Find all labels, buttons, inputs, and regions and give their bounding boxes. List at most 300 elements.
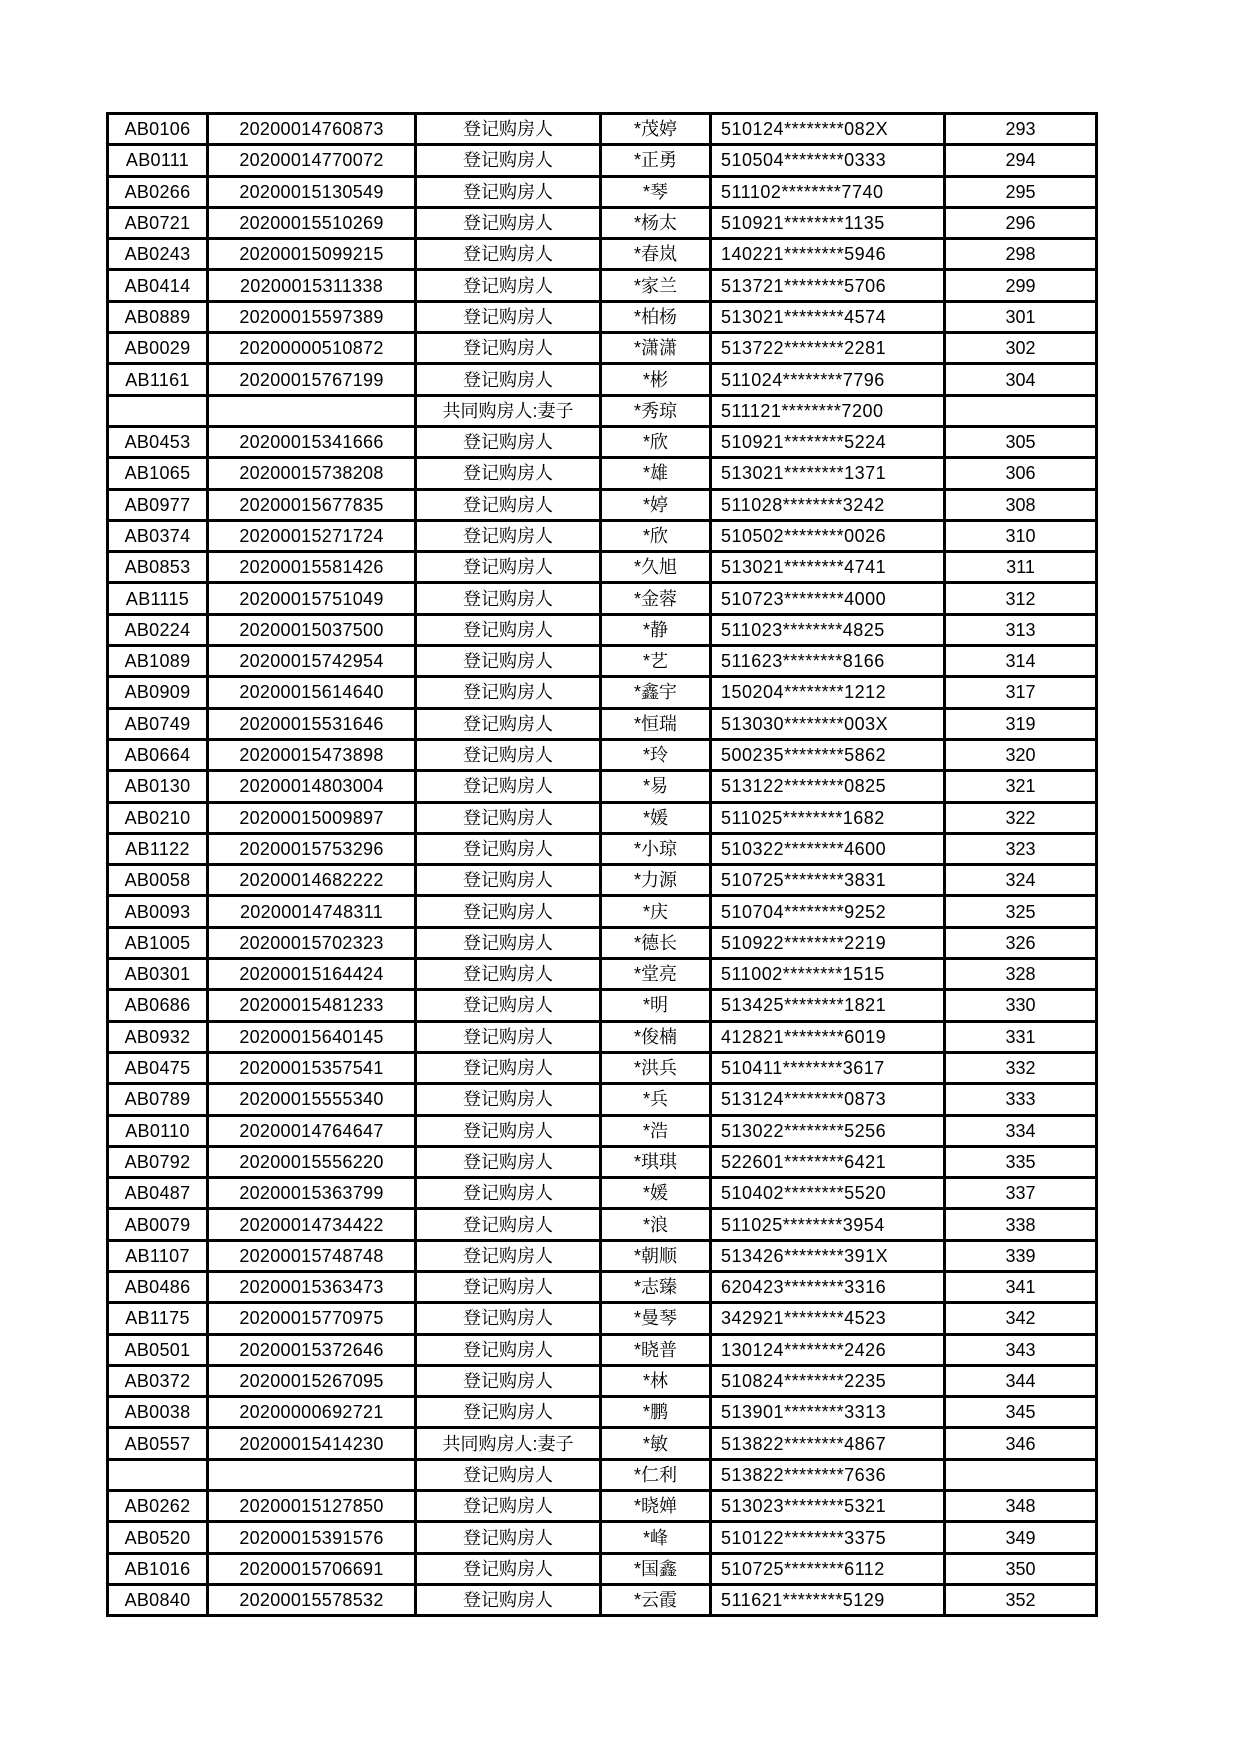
cell-role: 登记购房人 bbox=[416, 1021, 601, 1052]
cell-id-number: 510725********3831 bbox=[711, 865, 945, 896]
cell-id-number: 513022********5256 bbox=[711, 1115, 945, 1146]
cell-role: 共同购房人:妻子 bbox=[416, 395, 601, 426]
cell-seq: 350 bbox=[945, 1553, 1097, 1584]
cell-seq: 345 bbox=[945, 1397, 1097, 1428]
cell-role: 登记购房人 bbox=[416, 927, 601, 958]
cell-code: AB0520 bbox=[108, 1522, 208, 1553]
cell-seq: 352 bbox=[945, 1584, 1097, 1615]
cell-name: *敏 bbox=[601, 1428, 711, 1459]
cell-id-number: 511025********3954 bbox=[711, 1209, 945, 1240]
cell-id-number: 510402********5520 bbox=[711, 1178, 945, 1209]
cell-seq: 321 bbox=[945, 771, 1097, 802]
table-row bbox=[108, 959, 1097, 990]
cell-role: 登记购房人 bbox=[416, 833, 601, 864]
table-row bbox=[108, 1146, 1097, 1177]
cell-reg-no: 20200015099215 bbox=[208, 239, 416, 270]
cell-seq: 296 bbox=[945, 207, 1097, 238]
cell-name: *玲 bbox=[601, 739, 711, 770]
cell-name: *云霞 bbox=[601, 1584, 711, 1615]
cell-id-number: 510124********082X bbox=[711, 114, 945, 145]
cell-name: *婷 bbox=[601, 489, 711, 520]
cell-reg-no: 20200015770975 bbox=[208, 1303, 416, 1334]
cell-seq: 312 bbox=[945, 583, 1097, 614]
cell-code: AB0029 bbox=[108, 333, 208, 364]
cell-seq: 348 bbox=[945, 1491, 1097, 1522]
table-row bbox=[108, 1052, 1097, 1083]
table-row bbox=[108, 395, 1097, 426]
cell-id-number: 511002********1515 bbox=[711, 959, 945, 990]
cell-role: 登记购房人 bbox=[416, 1303, 601, 1334]
table-row bbox=[108, 520, 1097, 551]
cell-code: AB0840 bbox=[108, 1584, 208, 1615]
cell-name: *林 bbox=[601, 1365, 711, 1396]
cell-code: AB0977 bbox=[108, 489, 208, 520]
cell-code: AB0889 bbox=[108, 301, 208, 332]
cell-id-number: 511102********7740 bbox=[711, 176, 945, 207]
cell-code: AB0557 bbox=[108, 1428, 208, 1459]
table-row bbox=[108, 1584, 1097, 1615]
table-row bbox=[108, 1084, 1097, 1115]
cell-name: *彬 bbox=[601, 364, 711, 395]
cell-reg-no: 20200014682222 bbox=[208, 865, 416, 896]
cell-code: AB0266 bbox=[108, 176, 208, 207]
cell-role: 登记购房人 bbox=[416, 458, 601, 489]
cell-code: AB0792 bbox=[108, 1146, 208, 1177]
cell-id-number: 510502********0026 bbox=[711, 520, 945, 551]
table-row bbox=[108, 114, 1097, 145]
cell-reg-no: 20200000692721 bbox=[208, 1397, 416, 1428]
cell-seq: 306 bbox=[945, 458, 1097, 489]
cell-reg-no: 20200015481233 bbox=[208, 990, 416, 1021]
table-row bbox=[108, 927, 1097, 958]
cell-code: AB0130 bbox=[108, 771, 208, 802]
cell-code: AB1175 bbox=[108, 1303, 208, 1334]
cell-name: *堂亮 bbox=[601, 959, 711, 990]
cell-seq: 301 bbox=[945, 301, 1097, 332]
cell-role: 登记购房人 bbox=[416, 301, 601, 332]
cell-role: 登记购房人 bbox=[416, 896, 601, 927]
cell-id-number: 513722********2281 bbox=[711, 333, 945, 364]
cell-code: AB0374 bbox=[108, 520, 208, 551]
cell-name: *仁利 bbox=[601, 1459, 711, 1490]
cell-role: 登记购房人 bbox=[416, 1240, 601, 1271]
cell-id-number: 510504********0333 bbox=[711, 145, 945, 176]
cell-name: *媛 bbox=[601, 802, 711, 833]
cell-reg-no: 20200015363799 bbox=[208, 1178, 416, 1209]
cell-role: 登记购房人 bbox=[416, 1459, 601, 1490]
cell-id-number: 513021********4574 bbox=[711, 301, 945, 332]
cell-role: 登记购房人 bbox=[416, 364, 601, 395]
cell-id-number: 513425********1821 bbox=[711, 990, 945, 1021]
cell-name: *媛 bbox=[601, 1178, 711, 1209]
cell-reg-no: 20200015267095 bbox=[208, 1365, 416, 1396]
table-row bbox=[108, 802, 1097, 833]
table-row bbox=[108, 426, 1097, 457]
cell-name: *静 bbox=[601, 614, 711, 645]
table-row bbox=[108, 301, 1097, 332]
cell-name: *小琼 bbox=[601, 833, 711, 864]
table-row bbox=[108, 614, 1097, 645]
cell-seq: 328 bbox=[945, 959, 1097, 990]
cell-reg-no bbox=[208, 395, 416, 426]
cell-reg-no: 20200015702323 bbox=[208, 927, 416, 958]
cell-role: 登记购房人 bbox=[416, 489, 601, 520]
table-row bbox=[108, 489, 1097, 520]
cell-name: *晓普 bbox=[601, 1334, 711, 1365]
table-row bbox=[108, 1365, 1097, 1396]
cell-role: 登记购房人 bbox=[416, 520, 601, 551]
cell-name: *欣 bbox=[601, 520, 711, 551]
cell-seq: 342 bbox=[945, 1303, 1097, 1334]
cell-reg-no: 20200015510269 bbox=[208, 207, 416, 238]
cell-code: AB1122 bbox=[108, 833, 208, 864]
table-row bbox=[108, 1178, 1097, 1209]
cell-id-number: 511028********3242 bbox=[711, 489, 945, 520]
cell-seq: 310 bbox=[945, 520, 1097, 551]
cell-code: AB0243 bbox=[108, 239, 208, 270]
cell-name: *力源 bbox=[601, 865, 711, 896]
cell-reg-no: 20200015555340 bbox=[208, 1084, 416, 1115]
cell-id-number: 513124********0873 bbox=[711, 1084, 945, 1115]
table-row bbox=[108, 552, 1097, 583]
table-row bbox=[108, 833, 1097, 864]
cell-role: 登记购房人 bbox=[416, 333, 601, 364]
cell-reg-no: 20200015556220 bbox=[208, 1146, 416, 1177]
cell-reg-no: 20200015271724 bbox=[208, 520, 416, 551]
table-row bbox=[108, 1021, 1097, 1052]
table-row bbox=[108, 1334, 1097, 1365]
cell-name: *琴 bbox=[601, 176, 711, 207]
cell-id-number: 513822********7636 bbox=[711, 1459, 945, 1490]
cell-id-number: 513426********391X bbox=[711, 1240, 945, 1271]
cell-code: AB0909 bbox=[108, 677, 208, 708]
cell-code: AB0038 bbox=[108, 1397, 208, 1428]
table-row bbox=[108, 1553, 1097, 1584]
cell-id-number: 342921********4523 bbox=[711, 1303, 945, 1334]
cell-id-number: 510723********4000 bbox=[711, 583, 945, 614]
cell-name: *明 bbox=[601, 990, 711, 1021]
cell-reg-no: 20200015738208 bbox=[208, 458, 416, 489]
cell-code: AB0111 bbox=[108, 145, 208, 176]
cell-seq: 344 bbox=[945, 1365, 1097, 1396]
table-row bbox=[108, 865, 1097, 896]
cell-seq: 346 bbox=[945, 1428, 1097, 1459]
cell-code: AB0414 bbox=[108, 270, 208, 301]
cell-role: 登记购房人 bbox=[416, 1334, 601, 1365]
cell-seq: 308 bbox=[945, 489, 1097, 520]
cell-seq: 332 bbox=[945, 1052, 1097, 1083]
cell-seq: 320 bbox=[945, 739, 1097, 770]
cell-id-number: 511621********5129 bbox=[711, 1584, 945, 1615]
cell-id-number: 522601********6421 bbox=[711, 1146, 945, 1177]
cell-name: *德长 bbox=[601, 927, 711, 958]
cell-name: *久旭 bbox=[601, 552, 711, 583]
cell-seq: 293 bbox=[945, 114, 1097, 145]
cell-code: AB0501 bbox=[108, 1334, 208, 1365]
cell-reg-no: 20200015037500 bbox=[208, 614, 416, 645]
cell-role: 登记购房人 bbox=[416, 1209, 601, 1240]
table-row bbox=[108, 364, 1097, 395]
cell-name: *洪兵 bbox=[601, 1052, 711, 1083]
cell-id-number: 510122********3375 bbox=[711, 1522, 945, 1553]
cell-seq: 311 bbox=[945, 552, 1097, 583]
cell-reg-no: 20200015640145 bbox=[208, 1021, 416, 1052]
table-row bbox=[108, 1397, 1097, 1428]
cell-role: 登记购房人 bbox=[416, 1052, 601, 1083]
cell-name: *朝顺 bbox=[601, 1240, 711, 1271]
cell-reg-no: 20200015531646 bbox=[208, 708, 416, 739]
cell-id-number: 513901********3313 bbox=[711, 1397, 945, 1428]
cell-role: 登记购房人 bbox=[416, 552, 601, 583]
cell-name: *欣 bbox=[601, 426, 711, 457]
table-row bbox=[108, 270, 1097, 301]
cell-seq: 337 bbox=[945, 1178, 1097, 1209]
table-row bbox=[108, 1209, 1097, 1240]
cell-role: 登记购房人 bbox=[416, 1084, 601, 1115]
cell-code: AB0301 bbox=[108, 959, 208, 990]
cell-reg-no: 20200015391576 bbox=[208, 1522, 416, 1553]
cell-code: AB1016 bbox=[108, 1553, 208, 1584]
cell-id-number: 510322********4600 bbox=[711, 833, 945, 864]
cell-role: 登记购房人 bbox=[416, 990, 601, 1021]
cell-seq: 298 bbox=[945, 239, 1097, 270]
cell-role: 登记购房人 bbox=[416, 1365, 601, 1396]
cell-name: *雄 bbox=[601, 458, 711, 489]
table-row bbox=[108, 739, 1097, 770]
cell-code: AB0372 bbox=[108, 1365, 208, 1396]
table-row bbox=[108, 1428, 1097, 1459]
cell-role: 登记购房人 bbox=[416, 614, 601, 645]
cell-name: *浩 bbox=[601, 1115, 711, 1146]
table-row bbox=[108, 458, 1097, 489]
cell-id-number: 510824********2235 bbox=[711, 1365, 945, 1396]
cell-name: *曼琴 bbox=[601, 1303, 711, 1334]
cell-id-number: 412821********6019 bbox=[711, 1021, 945, 1052]
cell-id-number: 513030********003X bbox=[711, 708, 945, 739]
cell-reg-no: 20200015753296 bbox=[208, 833, 416, 864]
cell-name: *春岚 bbox=[601, 239, 711, 270]
cell-id-number: 511023********4825 bbox=[711, 614, 945, 645]
table-row bbox=[108, 708, 1097, 739]
table-row bbox=[108, 1303, 1097, 1334]
cell-reg-no: 20200015742954 bbox=[208, 646, 416, 677]
cell-role: 登记购房人 bbox=[416, 176, 601, 207]
cell-role: 登记购房人 bbox=[416, 1522, 601, 1553]
cell-seq: 304 bbox=[945, 364, 1097, 395]
cell-role: 共同购房人:妻子 bbox=[416, 1428, 601, 1459]
cell-name: *峰 bbox=[601, 1522, 711, 1553]
cell-seq: 331 bbox=[945, 1021, 1097, 1052]
table-row bbox=[108, 239, 1097, 270]
cell-role: 登记购房人 bbox=[416, 1178, 601, 1209]
cell-reg-no: 20200015127850 bbox=[208, 1491, 416, 1522]
cell-seq: 323 bbox=[945, 833, 1097, 864]
cell-id-number: 511025********1682 bbox=[711, 802, 945, 833]
table-row bbox=[108, 583, 1097, 614]
cell-seq: 299 bbox=[945, 270, 1097, 301]
cell-id-number: 513021********4741 bbox=[711, 552, 945, 583]
cell-name: *艺 bbox=[601, 646, 711, 677]
cell-code: AB0453 bbox=[108, 426, 208, 457]
cell-reg-no: 20200014760873 bbox=[208, 114, 416, 145]
cell-code: AB0853 bbox=[108, 552, 208, 583]
cell-role: 登记购房人 bbox=[416, 1271, 601, 1302]
cell-reg-no: 20200015473898 bbox=[208, 739, 416, 770]
cell-id-number: 130124********2426 bbox=[711, 1334, 945, 1365]
cell-role: 登记购房人 bbox=[416, 239, 601, 270]
cell-code: AB0093 bbox=[108, 896, 208, 927]
cell-code: AB1005 bbox=[108, 927, 208, 958]
table-row bbox=[108, 1459, 1097, 1490]
cell-code: AB1089 bbox=[108, 646, 208, 677]
cell-code: AB0110 bbox=[108, 1115, 208, 1146]
cell-seq: 322 bbox=[945, 802, 1097, 833]
cell-id-number: 511024********7796 bbox=[711, 364, 945, 395]
cell-name: *家兰 bbox=[601, 270, 711, 301]
cell-name: *鹏 bbox=[601, 1397, 711, 1428]
cell-id-number: 511623********8166 bbox=[711, 646, 945, 677]
cell-id-number: 150204********1212 bbox=[711, 677, 945, 708]
cell-seq: 338 bbox=[945, 1209, 1097, 1240]
cell-reg-no: 20200015597389 bbox=[208, 301, 416, 332]
cell-id-number: 511121********7200 bbox=[711, 395, 945, 426]
cell-seq: 314 bbox=[945, 646, 1097, 677]
cell-role: 登记购房人 bbox=[416, 145, 601, 176]
cell-role: 登记购房人 bbox=[416, 114, 601, 145]
cell-reg-no: 20200015748748 bbox=[208, 1240, 416, 1271]
cell-reg-no: 20200015751049 bbox=[208, 583, 416, 614]
cell-name: *国鑫 bbox=[601, 1553, 711, 1584]
cell-role: 登记购房人 bbox=[416, 771, 601, 802]
cell-role: 登记购房人 bbox=[416, 865, 601, 896]
cell-seq: 325 bbox=[945, 896, 1097, 927]
cell-reg-no: 20200014770072 bbox=[208, 145, 416, 176]
cell-role: 登记购房人 bbox=[416, 583, 601, 614]
cell-id-number: 513021********1371 bbox=[711, 458, 945, 489]
cell-code: AB0664 bbox=[108, 739, 208, 770]
cell-role: 登记购房人 bbox=[416, 708, 601, 739]
cell-reg-no: 20200015767199 bbox=[208, 364, 416, 395]
cell-reg-no: 20200014734422 bbox=[208, 1209, 416, 1240]
cell-reg-no: 20200015677835 bbox=[208, 489, 416, 520]
table-row bbox=[108, 677, 1097, 708]
cell-code: AB1161 bbox=[108, 364, 208, 395]
cell-reg-no: 20200000510872 bbox=[208, 333, 416, 364]
cell-role: 登记购房人 bbox=[416, 739, 601, 770]
cell-seq: 343 bbox=[945, 1334, 1097, 1365]
cell-name: *易 bbox=[601, 771, 711, 802]
cell-name: *志臻 bbox=[601, 1271, 711, 1302]
cell-seq: 339 bbox=[945, 1240, 1097, 1271]
cell-role: 登记购房人 bbox=[416, 646, 601, 677]
cell-reg-no: 20200015164424 bbox=[208, 959, 416, 990]
table-row bbox=[108, 1271, 1097, 1302]
cell-reg-no: 20200015363473 bbox=[208, 1271, 416, 1302]
cell-seq: 295 bbox=[945, 176, 1097, 207]
cell-seq bbox=[945, 1459, 1097, 1490]
cell-seq: 349 bbox=[945, 1522, 1097, 1553]
cell-role: 登记购房人 bbox=[416, 1584, 601, 1615]
cell-reg-no: 20200014748311 bbox=[208, 896, 416, 927]
cell-name: *晓婵 bbox=[601, 1491, 711, 1522]
table-row bbox=[108, 896, 1097, 927]
cell-code bbox=[108, 1459, 208, 1490]
cell-name: *金蓉 bbox=[601, 583, 711, 614]
cell-id-number: 513023********5321 bbox=[711, 1491, 945, 1522]
buyers-table bbox=[106, 112, 1098, 1617]
cell-code bbox=[108, 395, 208, 426]
cell-code: AB1107 bbox=[108, 1240, 208, 1271]
cell-reg-no: 20200014764647 bbox=[208, 1115, 416, 1146]
cell-code: AB0749 bbox=[108, 708, 208, 739]
cell-code: AB0721 bbox=[108, 207, 208, 238]
cell-seq: 341 bbox=[945, 1271, 1097, 1302]
cell-code: AB0475 bbox=[108, 1052, 208, 1083]
table-row bbox=[108, 145, 1097, 176]
cell-code: AB0487 bbox=[108, 1178, 208, 1209]
cell-reg-no: 20200015414230 bbox=[208, 1428, 416, 1459]
cell-seq: 333 bbox=[945, 1084, 1097, 1115]
cell-role: 登记购房人 bbox=[416, 677, 601, 708]
cell-seq: 326 bbox=[945, 927, 1097, 958]
cell-code: AB1115 bbox=[108, 583, 208, 614]
cell-id-number: 620423********3316 bbox=[711, 1271, 945, 1302]
cell-name: *潇潇 bbox=[601, 333, 711, 364]
cell-id-number: 510725********6112 bbox=[711, 1553, 945, 1584]
table-row bbox=[108, 333, 1097, 364]
table-row bbox=[108, 646, 1097, 677]
cell-reg-no: 20200015357541 bbox=[208, 1052, 416, 1083]
cell-code: AB0079 bbox=[108, 1209, 208, 1240]
cell-role: 登记购房人 bbox=[416, 1397, 601, 1428]
cell-name: *鑫宇 bbox=[601, 677, 711, 708]
cell-name: *庆 bbox=[601, 896, 711, 927]
cell-reg-no: 20200015578532 bbox=[208, 1584, 416, 1615]
cell-id-number: 510922********2219 bbox=[711, 927, 945, 958]
cell-reg-no: 20200015614640 bbox=[208, 677, 416, 708]
table-row bbox=[108, 771, 1097, 802]
cell-name: *俊楠 bbox=[601, 1021, 711, 1052]
cell-role: 登记购房人 bbox=[416, 207, 601, 238]
cell-id-number: 510704********9252 bbox=[711, 896, 945, 927]
cell-code: AB0789 bbox=[108, 1084, 208, 1115]
cell-id-number: 510921********1135 bbox=[711, 207, 945, 238]
cell-id-number: 510411********3617 bbox=[711, 1052, 945, 1083]
cell-reg-no: 20200015341666 bbox=[208, 426, 416, 457]
cell-name: *浪 bbox=[601, 1209, 711, 1240]
cell-id-number: 140221********5946 bbox=[711, 239, 945, 270]
table-row bbox=[108, 1522, 1097, 1553]
cell-role: 登记购房人 bbox=[416, 802, 601, 833]
cell-name: *杨太 bbox=[601, 207, 711, 238]
cell-code: AB0224 bbox=[108, 614, 208, 645]
cell-reg-no: 20200015311338 bbox=[208, 270, 416, 301]
table-row bbox=[108, 207, 1097, 238]
cell-role: 登记购房人 bbox=[416, 959, 601, 990]
cell-seq: 317 bbox=[945, 677, 1097, 708]
cell-code: AB0486 bbox=[108, 1271, 208, 1302]
cell-reg-no: 20200015372646 bbox=[208, 1334, 416, 1365]
table-row bbox=[108, 990, 1097, 1021]
cell-name: *恒瑞 bbox=[601, 708, 711, 739]
cell-code: AB0106 bbox=[108, 114, 208, 145]
cell-code: AB0932 bbox=[108, 1021, 208, 1052]
cell-name: *琪琪 bbox=[601, 1146, 711, 1177]
cell-code: AB0262 bbox=[108, 1491, 208, 1522]
cell-code: AB0058 bbox=[108, 865, 208, 896]
cell-reg-no: 20200015009897 bbox=[208, 802, 416, 833]
cell-seq bbox=[945, 395, 1097, 426]
